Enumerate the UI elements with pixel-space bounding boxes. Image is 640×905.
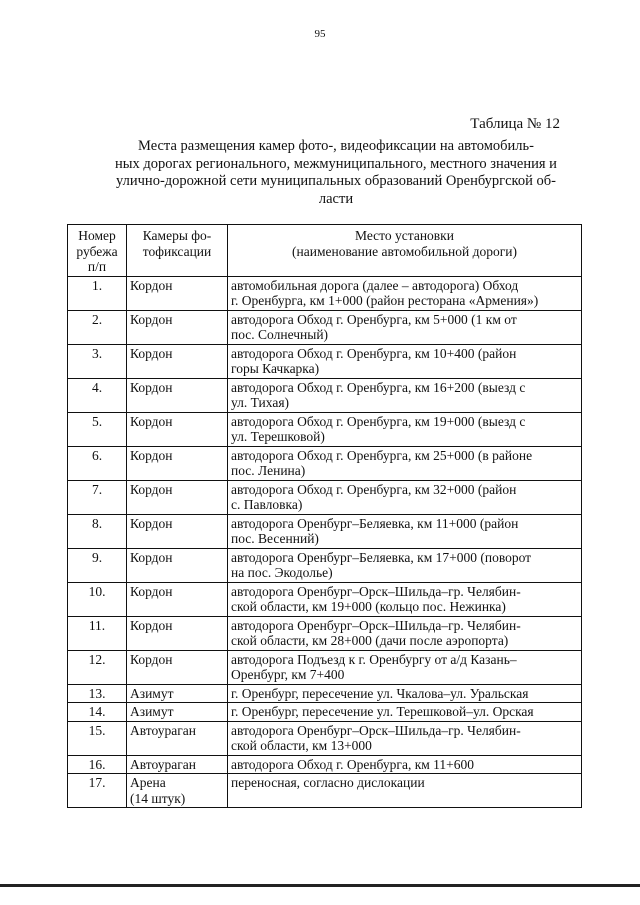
header-place [228,225,582,277]
row-number: 16. [68,755,127,774]
row-camera: Кордон [127,276,228,310]
table-row [68,412,582,446]
row-camera: Автоураган [127,755,228,774]
row-place: автодорога Обход г. Оренбурга, км 25+000 (в районе пос. Ленина) [228,446,582,480]
row-place: автодорога Обход г. Оренбурга, км 5+000 (1 км от пос. Солнечный) [228,310,582,344]
row-place: автодорога Оренбург–Беляевка, км 11+000 (район пос. Весенний) [228,514,582,548]
row-number: 10. [68,582,127,616]
header-cameras [127,225,228,277]
row-number: 12. [68,650,127,684]
table-row [68,276,582,310]
cameras-table [67,224,582,808]
row-place: автодорога Оренбург–Орск–Шильда–гр. Челябин- ской области, км 28+000 (дачи после аэропорта) [228,616,582,650]
table-row [68,703,582,722]
table-row [68,616,582,650]
row-place: автодорога Оренбург–Орск–Шильда–гр. Челябин- ской области, км 13+000 [228,721,582,755]
row-number: 8. [68,514,127,548]
header-number [68,225,127,277]
row-camera: Кордон [127,310,228,344]
row-camera: Азимут [127,684,228,703]
row-number: 6. [68,446,127,480]
row-camera: Кордон [127,344,228,378]
row-place: автодорога Обход г. Оренбурга, км 19+000 (выезд с ул. Терешковой) [228,412,582,446]
table-body [68,276,582,808]
row-place: автодорога Обход г. Оренбурга, км 11+600 [228,755,582,774]
row-place: автодорога Подъезд к г. Оренбургу от а/д Казань– Оренбург, км 7+400 [228,650,582,684]
row-camera: Кордон [127,514,228,548]
row-camera: Кордон [127,650,228,684]
table-row [68,344,582,378]
row-number: 1. [68,276,127,310]
page-number: 95 [314,28,326,40]
row-number: 13. [68,684,127,703]
row-number: 2. [68,310,127,344]
header-cameras-label: Камеры фо- тофиксации [142,228,212,259]
row-camera: Кордон [127,616,228,650]
table-row [68,446,582,480]
table-row [68,774,582,808]
row-camera: Кордон [127,582,228,616]
row-place: г. Оренбург, пересечение ул. Терешковой–ул. Орская [228,703,582,722]
row-camera: Кордон [127,412,228,446]
row-number: 15. [68,721,127,755]
row-number: 7. [68,480,127,514]
row-camera: Арена (14 штук) [127,774,228,808]
row-place: автодорога Обход г. Оренбурга, км 10+400 (район горы Качкарка) [228,344,582,378]
table-row [68,548,582,582]
row-place: автодорога Обход г. Оренбурга, км 16+200 (выезд с ул. Тихая) [228,378,582,412]
table-row [68,684,582,703]
row-place: автодорога Оренбург–Орск–Шильда–гр. Челябин- ской области, км 19+000 (кольцо пос. Нежинка) [228,582,582,616]
table-row [68,480,582,514]
bottom-rule [0,884,640,887]
table-row [68,582,582,616]
table-row [68,650,582,684]
table-row [68,514,582,548]
row-place: автомобильная дорога (далее – автодорога) Обход г. Оренбурга, км 1+000 (район ресторана «Армения») [228,276,582,310]
row-number: 11. [68,616,127,650]
row-camera: Кордон [127,548,228,582]
row-place: г. Оренбург, пересечение ул. Чкалова–ул. Уральская [228,684,582,703]
table-caption [100,138,572,208]
caption-text: Места размещения камер фото-, видеофиксации на автомобиль- ных дорогах регионального, межмуниципального, местного значения и улично-дорожной сети муниципальных образований Оренбургской об- ласти [115,138,557,207]
row-number: 3. [68,344,127,378]
table-label: Таблица № 12 [470,116,560,132]
row-camera: Азимут [127,703,228,722]
header-number-label: Номер рубежа п/п [76,228,118,274]
table-row [68,310,582,344]
table-row [68,721,582,755]
row-place: переносная, согласно дислокации [228,774,582,808]
row-number: 17. [68,774,127,808]
table-row [68,755,582,774]
table-header-row [68,225,582,277]
row-camera: Автоураган [127,721,228,755]
row-number: 4. [68,378,127,412]
table-row [68,378,582,412]
row-camera: Кордон [127,446,228,480]
row-place: автодорога Обход г. Оренбурга, км 32+000 (район с. Павловка) [228,480,582,514]
row-number: 5. [68,412,127,446]
row-camera: Кордон [127,378,228,412]
row-place: автодорога Оренбург–Беляевка, км 17+000 (поворот на пос. Экодолье) [228,548,582,582]
row-number: 14. [68,703,127,722]
row-camera: Кордон [127,480,228,514]
row-number: 9. [68,548,127,582]
header-place-label: Место установки (наименование автомобильной дороги) [292,228,517,259]
